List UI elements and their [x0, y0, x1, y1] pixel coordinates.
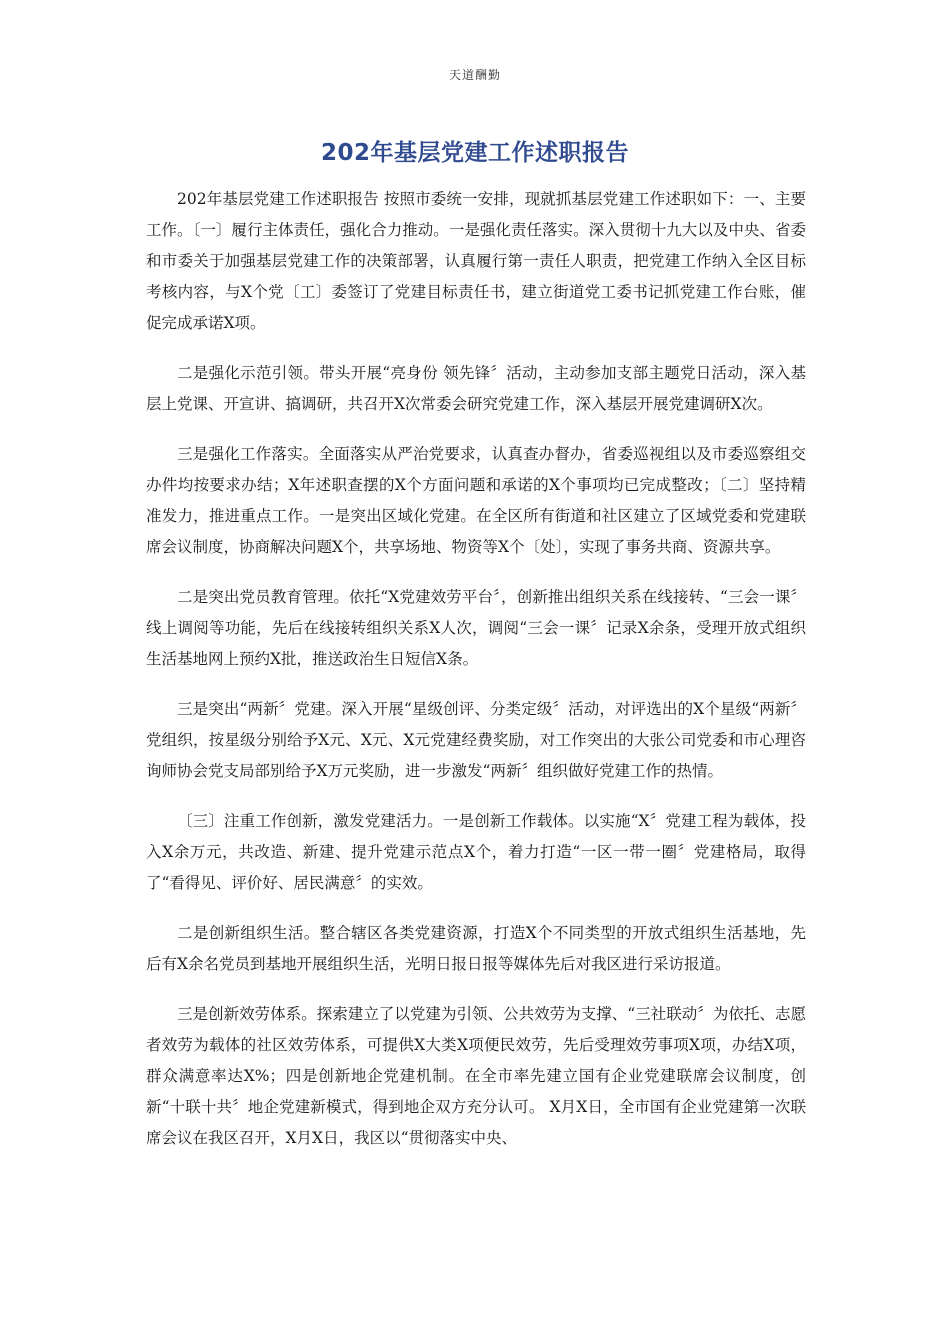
- paragraph: 二是强化示范引领。带头开展“亮身份 领先锋〞活动，主动参加支部主题党日活动，深入基层上党课、开宣讲、搞调研，共召开X次常委会研究党建工作，深入基层开展党建调研X次。: [146, 364, 806, 413]
- paragraph: 〔三〕注重工作创新，激发党建活力。一是创新工作载体。以实施“X〞党建工程为载体，投入X余万元，共改造、新建、提升党建示范点X个，着力打造“一区一带一圈〞党建格局，取得了“看得见、评价好、居民满意〞的实效。: [146, 812, 806, 892]
- paragraph: 二是创新组织生活。整合辖区各类党建资源，打造X个不同类型的开放式组织生活基地，先后有X余名党员到基地开展组织生活，光明日报日报等媒体先后对我区进行采访报道。: [146, 924, 806, 973]
- document-title: 202年基层党建工作述职报告: [320, 140, 629, 166]
- paragraph: 二是突出党员教育管理。依托“X党建效劳平台〞，创新推出组织关系在线接转、“三会一课〞线上调阅等功能，先后在线接转组织关系X人次，调阅“三会一课〞记录X余条，受理开放式组织生活基地网上预约X批，推送政治生日短信X条。: [146, 588, 806, 668]
- document-body: [146, 184, 806, 1173]
- page-header: 天道酬勤: [448, 68, 501, 82]
- paragraph: 202年基层党建工作述职报告 按照市委统一安排，现就抓基层党建工作述职如下：一、主要工作。〔一〕履行主体责任，强化合力推动。一是强化责任落实。深入贯彻十九大以及中央、省委和市委关于加强基层党建工作的决策部署，认真履行第一责任人职责，把党建工作纳入全区目标考核内容，与X个党〔工〕委签订了党建目标责任书，建立街道党工委书记抓党建工作台账，催促完成承诺X项。: [146, 190, 806, 332]
- paragraph: 三是强化工作落实。全面落实从严治党要求，认真查办督办，省委巡视组以及市委巡察组交办件均按要求办结；X年述职查摆的X个方面问题和承诺的X个事项均已完成整改；〔二〕坚持精准发力，推进重点工作。一是突出区域化党建。在全区所有街道和社区建立了区域党委和党建联席会议制度，协商解决问题X个，共享场地、物资等X个〔处〕，实现了事务共商、资源共享。: [146, 445, 806, 556]
- paragraph: 三是创新效劳体系。探索建立了以党建为引领、公共效劳为支撑、“三社联动〞为依托、志愿者效劳为载体的社区效劳体系，可提供X大类X项便民效劳，先后受理效劳事项X项，办结X项，群众满意率达X%；四是创新地企党建机制。在全市率先建立国有企业党建联席会议制度，创新“十联十共〞地企党建新模式，得到地企双方充分认可。 X月X日，全市国有企业党建第一次联席会议在我区召开，X月X日，我区以“贯彻落实中央、: [146, 1005, 806, 1147]
- paragraph: 三是突出“两新〞党建。深入开展“星级创评、分类定级〞活动，对评选出的X个星级“两新〞党组织，按星级分别给予X元、X元、X元党建经费奖励，对工作突出的大张公司党委和市心理咨询师协会党支局部别给予X万元奖励，进一步激发“两新〞组织做好党建工作的热情。: [146, 700, 806, 780]
